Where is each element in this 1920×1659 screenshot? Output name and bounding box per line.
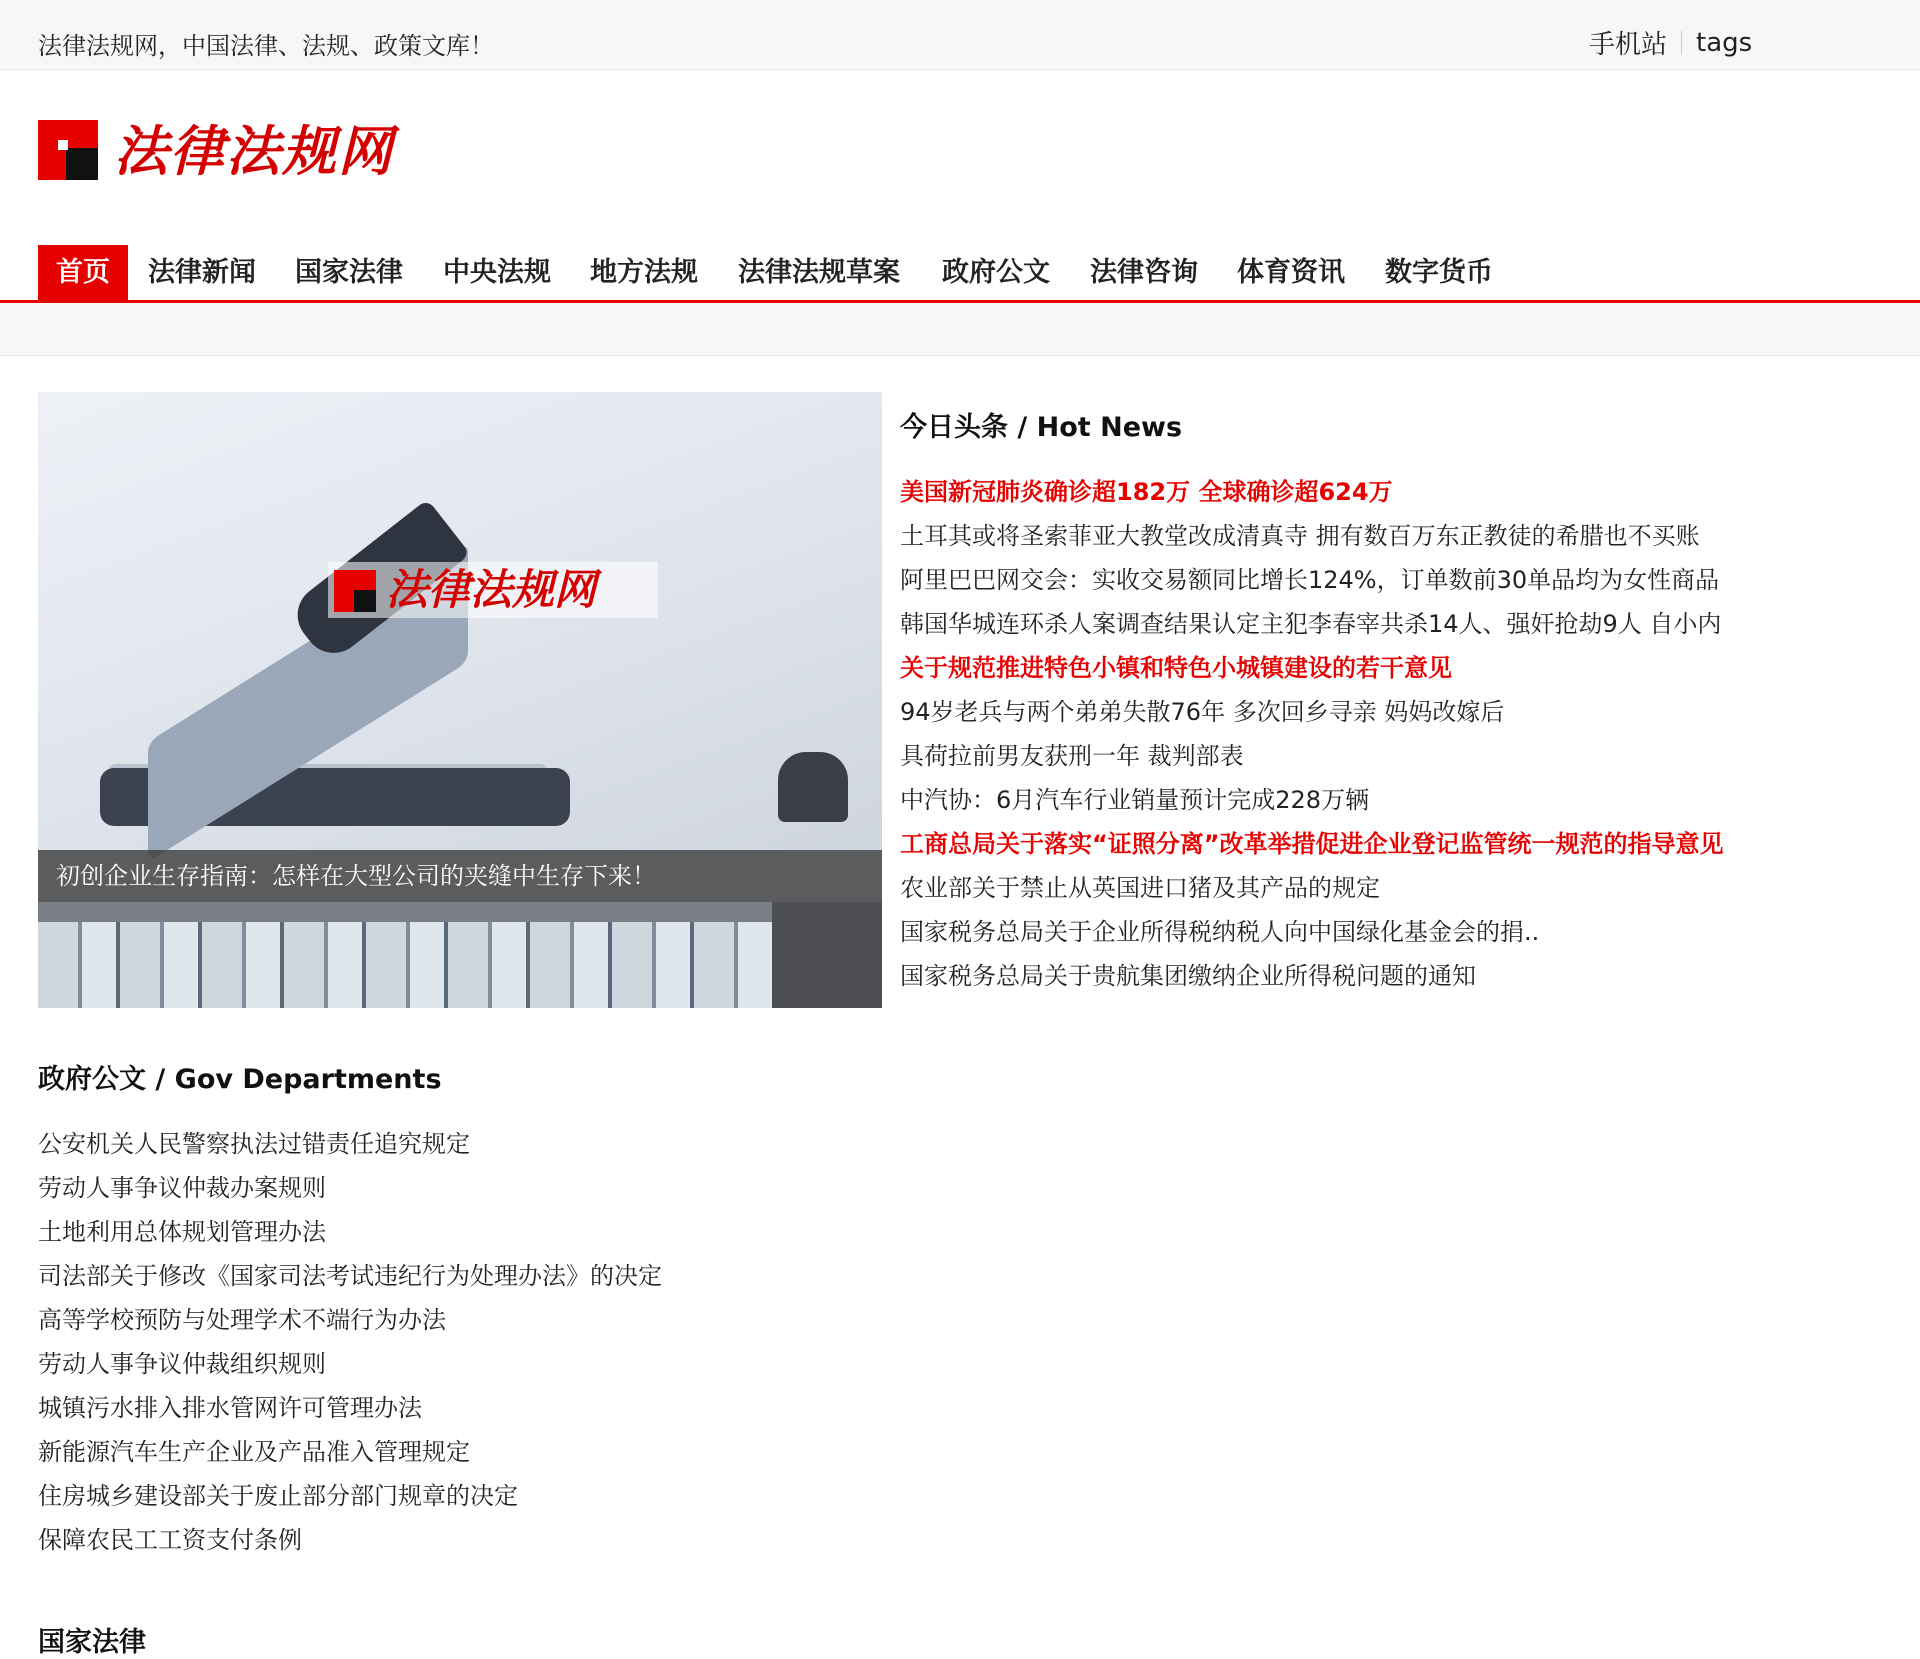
nav-item-local-regulations[interactable]: 地方法规 xyxy=(590,257,698,288)
hot-news-item[interactable]: 农业部关于禁止从英国进口猪及其产品的规定 xyxy=(900,874,1380,902)
top-links xyxy=(1589,24,1752,61)
nav-item-legal-news[interactable]: 法律新闻 xyxy=(148,257,256,288)
gov-doc-item[interactable]: 住房城乡建设部关于废止部分部门规章的决定 xyxy=(38,1482,518,1510)
nav-item-legal-consult[interactable]: 法律咨询 xyxy=(1090,257,1198,288)
hero-image[interactable] xyxy=(38,392,882,850)
gov-doc-item[interactable]: 劳动人事争议仲裁办案规则 xyxy=(38,1174,326,1202)
hot-news-item[interactable]: 工商总局关于落实“证照分离”改革举措促进企业登记监管统一规范的指导意见 xyxy=(900,830,1724,858)
logo-mark-icon xyxy=(38,120,98,180)
hot-news-item[interactable]: 土耳其或将圣索菲亚大教堂改成清真寺 拥有数百万东正教徒的希腊也不买账 xyxy=(900,522,1700,550)
nav-item-sports-news[interactable]: 体育资讯 xyxy=(1237,257,1345,288)
watermark-logo-icon xyxy=(334,570,376,612)
hero-caption[interactable]: 初创企业生存指南：怎样在大型公司的夹缝中生存下来！ xyxy=(38,850,882,902)
hot-news-item[interactable]: 国家税务总局关于贵航集团缴纳企业所得税问题的通知 xyxy=(900,962,1476,990)
hot-news-item[interactable]: 阿里巴巴网交会：实收交易额同比增长124%，订单数前30单品均为女性商品 xyxy=(900,566,1720,594)
gov-doc-item[interactable]: 土地利用总体规划管理办法 xyxy=(38,1218,326,1246)
gov-doc-item[interactable]: 公安机关人民警察执法过错责任追究规定 xyxy=(38,1130,470,1158)
hot-news-list xyxy=(900,470,1724,998)
main-nav xyxy=(0,245,1920,303)
top-bar xyxy=(0,0,1920,70)
hot-news-item[interactable]: 国家税务总局关于企业所得税纳税人向中国绿化基金会的捐.. xyxy=(900,918,1540,946)
sub-nav-bar xyxy=(0,303,1920,356)
gov-doc-item[interactable]: 城镇污水排入排水管网许可管理办法 xyxy=(38,1394,422,1422)
hot-news-item[interactable]: 关于规范推进特色小镇和特色小城镇建设的若干意见 xyxy=(900,654,1452,682)
tags-link[interactable]: tags xyxy=(1696,27,1753,58)
nav-item-home[interactable]: 首页 xyxy=(38,245,128,300)
hot-news-item[interactable]: 美国新冠肺炎确诊超182万 全球确诊超624万 xyxy=(900,478,1393,506)
link-divider xyxy=(1681,31,1682,55)
gov-section-title: 政府公文 / Gov Departments xyxy=(38,1064,442,1095)
hot-news-title: 今日头条 / Hot News xyxy=(900,412,1183,443)
nav-item-central-regulations[interactable]: 中央法规 xyxy=(443,257,551,288)
gov-doc-item[interactable]: 司法部关于修改《国家司法考试违纪行为处理办法》的决定 xyxy=(38,1262,662,1290)
nav-item-draft-regulations[interactable]: 法律法规草案 xyxy=(738,257,900,288)
site-logo[interactable] xyxy=(38,118,398,188)
hot-news-item[interactable]: 具荷拉前男友获刑一年 裁判部表 xyxy=(900,742,1244,770)
gov-doc-item[interactable]: 新能源汽车生产企业及产品准入管理规定 xyxy=(38,1438,470,1466)
hot-news-item[interactable]: 韩国华城连环杀人案调查结果认定主犯李春宰共杀14人、强奸抢劫9人 自小内 xyxy=(900,610,1722,638)
logo-text: 法律法规网 xyxy=(114,119,394,183)
image-watermark: 法律法规网 xyxy=(328,562,658,618)
gov-doc-item[interactable]: 劳动人事争议仲裁组织规则 xyxy=(38,1350,326,1378)
national-law-section-title: 国家法律 xyxy=(38,1627,146,1658)
mobile-site-link[interactable]: 手机站 xyxy=(1589,30,1668,60)
nav-item-digital-currency[interactable]: 数字货币 xyxy=(1385,257,1493,288)
hot-news-item[interactable]: 94岁老兵与两个弟弟失散76年 多次回乡寻亲 妈妈改嫁后 xyxy=(900,698,1505,726)
gov-doc-item[interactable]: 高等学校预防与处理学术不端行为办法 xyxy=(38,1306,446,1334)
hot-news-item[interactable]: 中汽协：6月汽车行业销量预计完成228万辆 xyxy=(900,786,1370,814)
nav-item-gov-documents[interactable]: 政府公文 xyxy=(942,257,1050,288)
nav-item-national-law[interactable]: 国家法律 xyxy=(295,257,403,288)
site-slogan: 法律法规网，中国法律、法规、政策文库！ xyxy=(38,32,494,60)
hero-slideshow[interactable] xyxy=(38,392,882,1008)
gov-doc-item[interactable]: 保障农民工工资支付条例 xyxy=(38,1526,302,1554)
next-slide-image[interactable] xyxy=(38,902,882,1008)
gov-doc-list xyxy=(38,1122,662,1562)
